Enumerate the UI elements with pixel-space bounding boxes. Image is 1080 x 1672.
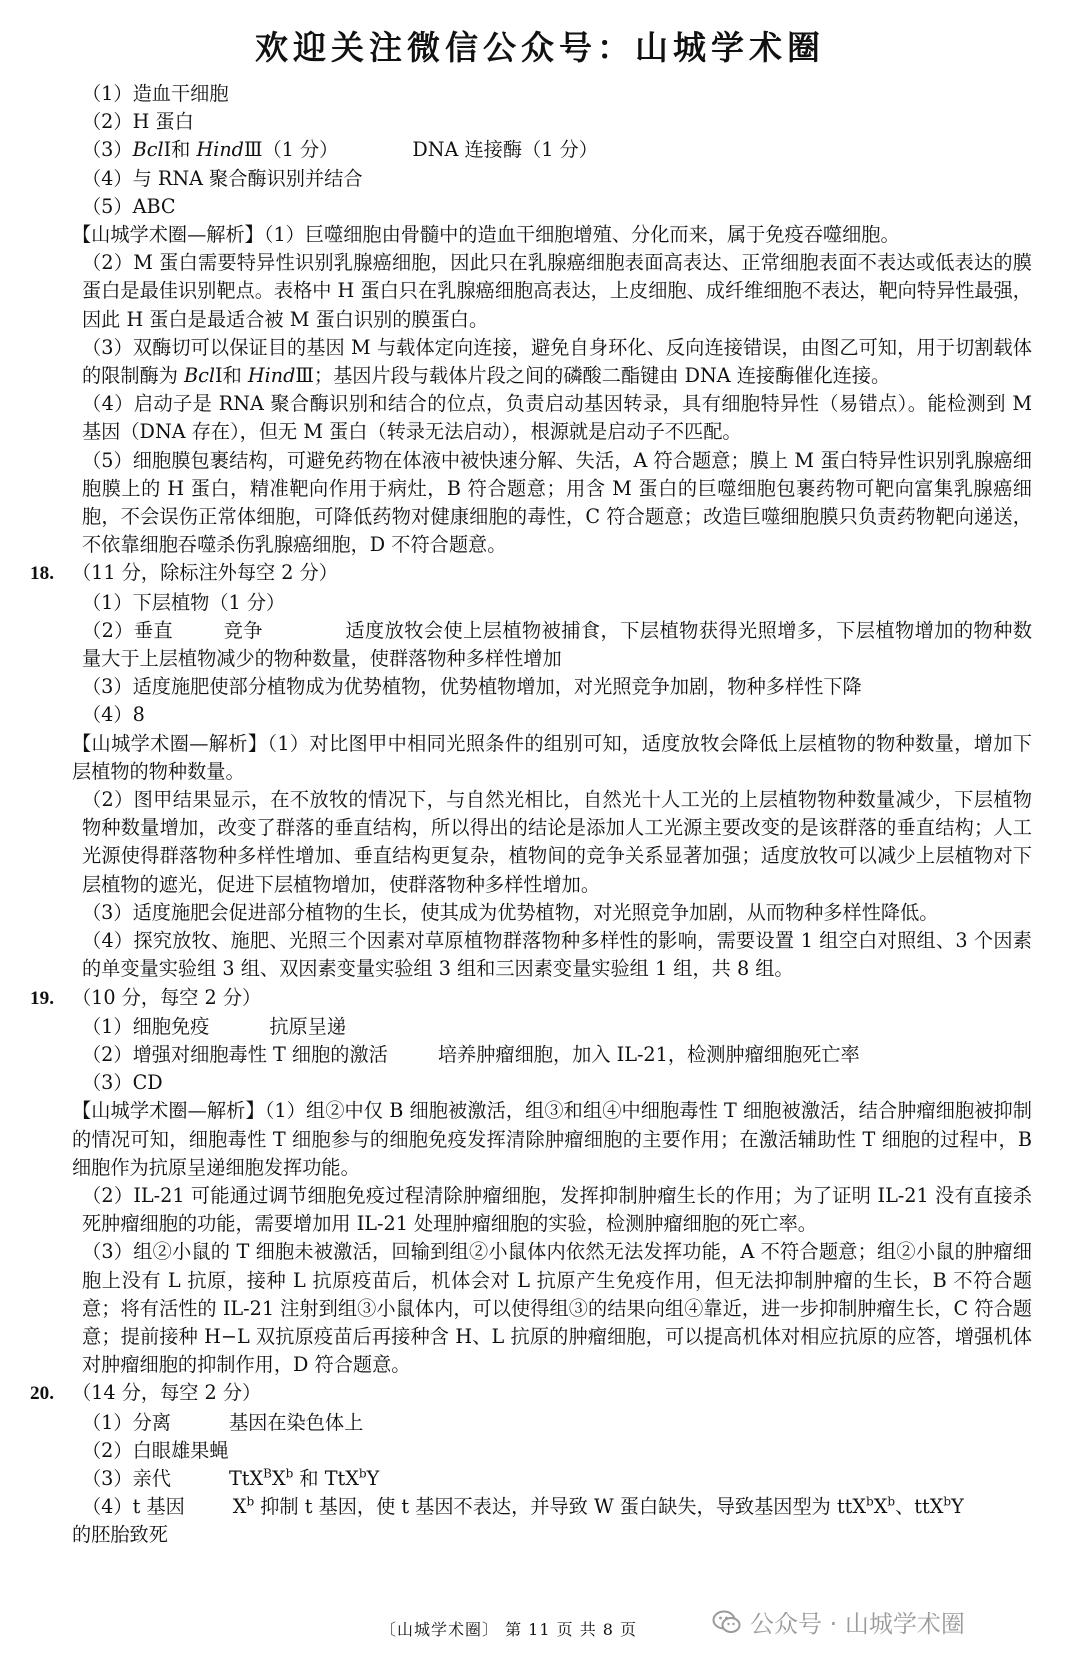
watermark <box>712 1604 965 1639</box>
q19-heading: 19. （10 分，每空 2 分） <box>30 984 1032 1013</box>
q19-answer-2: （2）增强对细胞毒性 T 细胞的激活 培养肿瘤细胞，加入 IL-21，检测肿瘤细胞死亡率 <box>82 1042 860 1066</box>
q18-answer-4: （4）8 <box>82 703 145 727</box>
q18-explain-3: （3）适度施肥会促进部分植物的生长，使其成为优势植物，对光照竞争加剧，从而物种多样性降低。 <box>82 900 939 924</box>
q20-answer-4-continued: 的胚胎致死 <box>72 1523 168 1547</box>
q19-explain-2: （2）IL-21 可能通过调节细胞免疫过程清除肿瘤细胞，发挥抑制肿瘤生长的作用；为了证明 IL-21 没有直接杀死肿瘤细胞的功能，需要增加用 IL-21 处理肿瘤细胞的实验，检测肿瘤细胞的死亡率。 <box>82 1183 1032 1236</box>
q18-explain-2: （2）图甲结果显示，在不放牧的情况下，与自然光相比，自然光十人工光的上层植物物种数量减少，下层植物物种数量增加，改变了群落的垂直结构，所以得出的结论是添加人工光源主要改变的是该群落的垂直结构；人工光源使得群落物种多样性增加、垂直结构更复杂，植物间的竞争关系显著加强；适度放牧可以减少上层植物对下层植物的遮光，促进下层植物增加，使群落物种多样性增加。 <box>82 788 1032 896</box>
page-footer: 〔山城学术圈〕 第 11 页 共 8 页 <box>380 1620 638 1639</box>
q17-answer-3: （3）BclⅠ和 HindⅢ（1 分） DNA 连接酶（1 分） <box>82 138 598 162</box>
q17-answer-5: （5）ABC <box>82 194 176 218</box>
q17-answer-2: （2）H 蛋白 <box>82 110 194 134</box>
q18-explain-4: （4）探究放牧、施肥、光照三个因素对草原植物群落物种多样性的影响，需要设置 1 组空白对照组、3 个因素的单变量实验组 3 组、双因素变量实验组 3 组和三因素变量实验组 1 组，共 8 组。 <box>82 929 1032 981</box>
q19-explain-3: （3）组②小鼠的 T 细胞未被激活，回输到组②小鼠体内依然无法发挥功能，A 不符合题意；组②小鼠的肿瘤细胞上没有 L 抗原，接种 L 抗原疫苗后，机体会对 L 抗原产生免疫作用，但无法抑制肿瘤的生长，B 不符合题意；将有活性的 IL-21 注射到组③小鼠体内，可以使得组③的结果向组④靠近，进一步抑制肿瘤生长，C 符合题意；提前接种 H−L 双抗原疫苗后再接种含 H、L 抗原的肿瘤细胞，可以提高机体对相应抗原的应答，增强机体对肿瘤细胞的抑制作用，D 符合题意。 <box>82 1240 1032 1377</box>
q17-explain-2: （2）M 蛋白需要特异性识别乳腺癌细胞，因此只在乳腺癌细胞表面高表达、正常细胞表面不表达或低表达的膜蛋白是最佳识别靶点。表格中 H 蛋白只在乳腺癌细胞高表达，上皮细胞、成纤维细胞不表达，靶向特异性最强，因此 H 蛋白是最适合被 M 蛋白识别的膜蛋白。 <box>82 251 1032 331</box>
q19-answer-3: （3）CD <box>82 1071 163 1095</box>
q19-explain-1: 【山城学术圈—解析】（1）组②中仅 B 细胞被激活，组③和组④中细胞毒性 T 细胞被激活，结合肿瘤细胞被抑制的情况可知，细胞毒性 T 细胞参与的细胞免疫发挥清除肿瘤细胞的主要作用；在激活辅助性 T 细胞的过程中，B 细胞作为抗原呈递细胞发挥功能。 <box>72 1099 1032 1179</box>
q18-answer-3: （3）适度施肥使部分植物成为优势植物，优势植物增加，对光照竞争加剧，物种多样性下降 <box>82 675 862 699</box>
q20-answer-3: （3）亲代 $TtX^BX^b$ 和 TtX$^b$Y <box>82 1466 380 1490</box>
q18-answer-1: （1）下层植物（1 分） <box>82 590 286 614</box>
q18-answer-2: （2）垂直 竞争 适度放牧会使上层植物被捕食，下层植物获得光照增多，下层植物增加的物种数量大于上层植物减少的物种数量，使群落物种多样性增加 <box>82 618 1033 671</box>
q19-number: 19. <box>30 987 54 1009</box>
q17-explain-1: 【山城学术圈—解析】（1）巨噬细胞由骨髓中的造血干细胞增殖、分化而来，属于免疫吞噬细胞。 <box>72 223 900 247</box>
q20-number: 20. <box>30 1383 54 1405</box>
answer-content <box>30 80 1033 1550</box>
q20-answer-1: （1）分离 基因在染色体上 <box>82 1410 364 1434</box>
q18-explain-1: 【山城学术圈—解析】（1）对比图甲中相同光照条件的组别可知，适度放牧会降低上层植物的物种数量，增加下层植物的物种数量。 <box>72 731 1032 783</box>
q20-answer-4: （4）t 基因 $X^b$ 抑制 t 基因，使 t 基因不表达，并导致 W 蛋白缺失，导致基因型为 $ttX^bX^b$、ttX$^b$Y <box>82 1494 964 1519</box>
q17-explain-3: （3）双酶切可以保证目的基因 M 与载体定向连接，避免自身环化、反向连接错误，由图乙可知，用于切割载体的限制酶为 BclⅠ和 HindⅢ；基因片段与载体片段之间的磷酸二酯键由 DNA 连接酶催化连接。 <box>82 335 1032 388</box>
q18-heading: 18. （11 分，除标注外每空 2 分） <box>30 559 1032 588</box>
q20-answer-2: （2）白眼雄果蝇 <box>82 1438 229 1462</box>
q17-answer-1: （1）造血干细胞 <box>82 82 229 105</box>
wechat-icon <box>712 1609 742 1635</box>
watermark-text: 公众号 · 山城学术圈 <box>750 1610 965 1638</box>
q19-answer-1: （1）细胞免疫 抗原呈递 <box>82 1014 347 1038</box>
q17-answer-4: （4）与 RNA 聚合酶识别并结合 <box>82 166 363 190</box>
q17-explain-5: （5）细胞膜包裹结构，可避免药物在体液中被快速分解、失活，A 符合题意；膜上 M 蛋白特异性识别乳腺癌细胞膜上的 H 蛋白，精准靶向作用于病灶，B 符合题意；用含 M 蛋白的巨噬细胞包裹药物可靶向富集乳腺癌细胞，不会误伤正常体细胞，可降低药物对健康细胞的毒性，C 符合题意；改造巨噬细胞膜只负责药物靶向递送，不依靠细胞吞噬杀伤乳腺癌细胞，D 不符合题意。 <box>82 448 1032 557</box>
q20-heading: 20. （14 分，每空 2 分） <box>30 1379 1032 1408</box>
q17-answer-3-dna-ligase: DNA 连接酶（1 分） <box>412 138 598 162</box>
q17-explain-4: （4）启动子是 RNA 聚合酶识别和结合的位点，负责启动基因转录，具有细胞特异性（易错点）。能检测到 M 基因（DNA 存在），但无 M 蛋白（转录无法启动），根源就是启动子不匹配。 <box>82 392 1032 444</box>
q18-number: 18. <box>30 563 54 585</box>
page-header-title: 欢迎关注微信公众号：山城学术圈 <box>255 28 825 67</box>
